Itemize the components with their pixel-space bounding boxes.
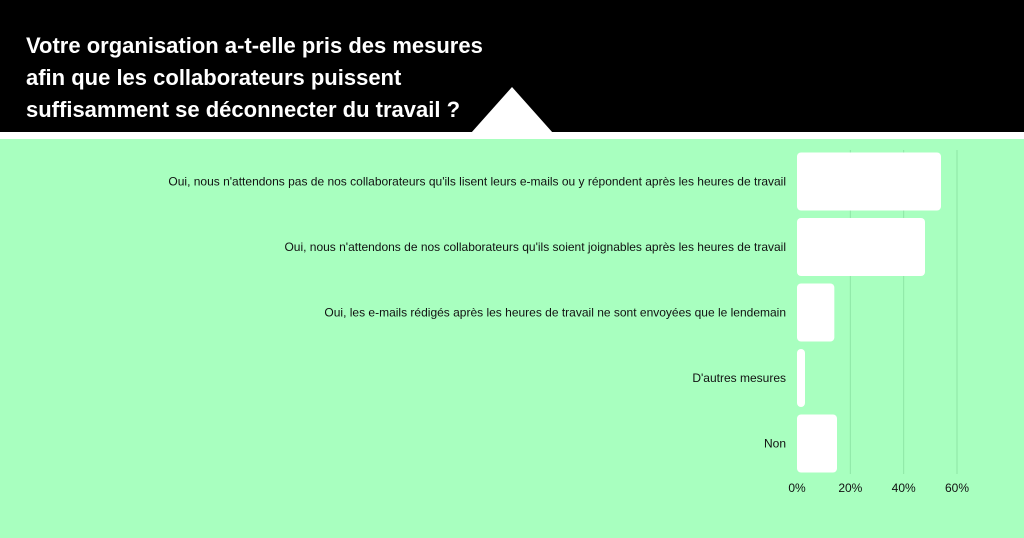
category-label-3: Oui, les e-mails rédigés après les heures de travail ne sont envoyées que le lendemain [324,305,786,320]
chart-title-line-3: suffisamment se déconnecter du travail ? [26,97,461,122]
x-tick-label-4: 60% [944,481,970,495]
bar-2 [797,218,925,276]
x-tick-label-3: 40% [891,481,916,495]
x-tick-label-2: 20% [838,481,863,495]
x-tick-label-1: 0% [788,481,806,495]
category-label-1: Oui, nous n'attendons pas de nos collaborateurs qu'ils lisent leurs e-mails ou y répondent après les heures de travail [168,174,786,189]
category-label-2: Oui, nous n'attendons de nos collaborateurs qu'ils soient joignables après les heures de travail [284,240,786,254]
bar-5 [797,415,837,473]
bar-3 [797,284,834,342]
category-label-5: Non [763,436,786,451]
category-label-4: D'autres mesures [692,371,786,385]
chart-title-line-1: Votre organisation a-t-elle pris des mesures [26,33,483,58]
bar-1 [797,153,941,211]
chart-title-line-2: afin que les collaborateurs puissent [26,65,402,90]
bar-4 [797,349,805,407]
